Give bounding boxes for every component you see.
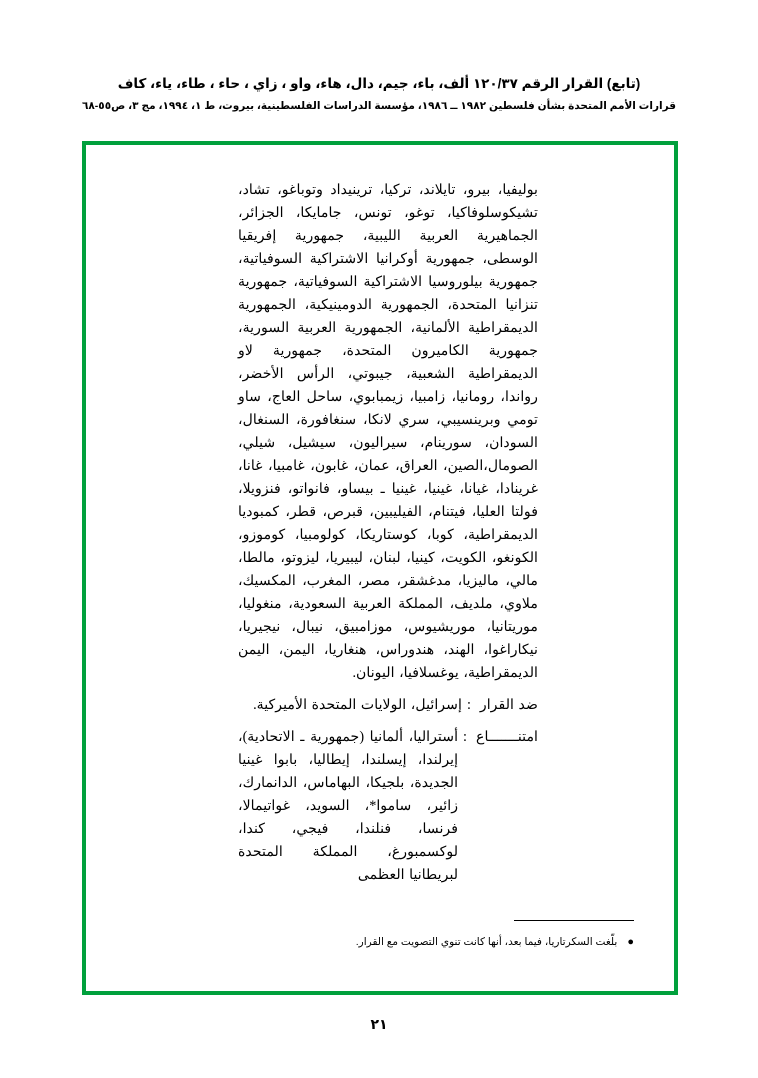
page-number: ٢١	[370, 1016, 388, 1032]
page-header	[0, 74, 758, 115]
body-text-column	[238, 179, 538, 887]
green-border-frame	[82, 141, 678, 995]
footnote-text: بلّغت السكرتاريا، فيما بعد، أنها كانت تنوي التصويت مع القرار.	[355, 936, 618, 949]
footnote-bullet-icon: ●	[627, 936, 634, 949]
vote-label-against: ضد القرار	[479, 697, 538, 713]
header-title-line: (تابع) القرار الرقم ١٢٠/٣٧ ألف، باء، جيم، دال، هاء، واو ، زاي ، حاء ، طاء، ياء، كاف	[117, 76, 641, 91]
footnote	[126, 935, 634, 951]
vote-colon-abstain: :	[463, 729, 467, 745]
vote-row-against	[238, 694, 538, 717]
countries-paragraph: بوليفيا، بيرو، تايلاند، تركيا، ترينيداد وتوباغو، تشاد، تشيكوسلوفاكيا، توغو، تونس، جامايكا، الجزائر، الجماهيرية العربية الليبية، جمهورية إفريقيا الوسطى، جمهورية أوكرانيا الاشتراكية السوفياتية، جمهورية بيلوروسيا الاشتراكية السوفياتية، جمهورية تنزانيا المتحدة، الجمهورية الدومينيكية، الجمهورية الديمقراطية الألمانية، الجمهورية العربية السورية، جمهورية الكاميرون المتحدة، جمهورية لاو الديمقراطية الشعبية، جيبوتي، الرأس الأخضر، رواندا، رومانيا، زامبيا، زيمبابوي، ساحل العاج، ساو تومي وبرينسيبي، سري لانكا، سنغافورة، السنغال، السودان، سورينام، سيراليون، سيشيل، شيلي، الصومال،الصين، العراق، عمان، غابون، غامبيا، غانا، غرينادا، غيانا، غينيا، غينيا ـ بيساو، فانواتو، فنزويلا، فولتا العليا، فيتنام، الفيليبين، قبرص، قطر، كمبوديا الديمقراطية، كوبا، كوستاريكا، كولومبيا، كوموزو، الكونغو، الكويت، كينيا، لبنان، ليبيريا، ليزوتو، مالطا، مالي، ماليزيا، مدغشقر، مصر، المغرب، المكسيك، ملاوي، ملديف، المملكة العربية السعودية، منغوليا، موريتانيا، موريشيوس، موزامبيق، نيبال، نيجيريا، نيكاراغوا، الهند، هندوراس، هنغاريا، اليمن، اليمن الديمقراطية، يوغسلافيا، اليونان.	[238, 182, 538, 681]
vote-label-abstain: امتنـــــــاع	[476, 729, 538, 745]
frame-content	[86, 145, 674, 991]
header-source-line: قرارات الأمم المتحدة بشأن فلسطين ١٩٨٢ ــ ١٩٨٦، مؤسسة الدراسات الفلسطينية، بيروت، ط ١، ١٩٩٤، مج ٣، ص٥٥-٦٨	[81, 100, 677, 113]
footnote-area	[126, 920, 634, 951]
vote-row-abstain	[238, 726, 538, 887]
footnote-separator-rule	[514, 920, 634, 921]
vote-value-abstain: أستراليا، ألمانيا (جمهورية ـ الاتحادية)، إيرلندا، إيسلندا، إيطاليا، بابوا غينيا الجديدة، بلجيكا، البهاماس، الدانمارك، زائير، ساموا*، السويد، غواتيمالا، فرنسا، فنلندا، فيجي، كندا، لوكسمبورغ، المملكة المتحدة لبريطانيا العظمى	[238, 729, 459, 883]
footnote-rule-holder	[126, 920, 634, 921]
vote-colon-against: :	[466, 697, 471, 713]
vote-value-against: إسرائيل، الولايات المتحدة الأميركية.	[253, 697, 462, 713]
